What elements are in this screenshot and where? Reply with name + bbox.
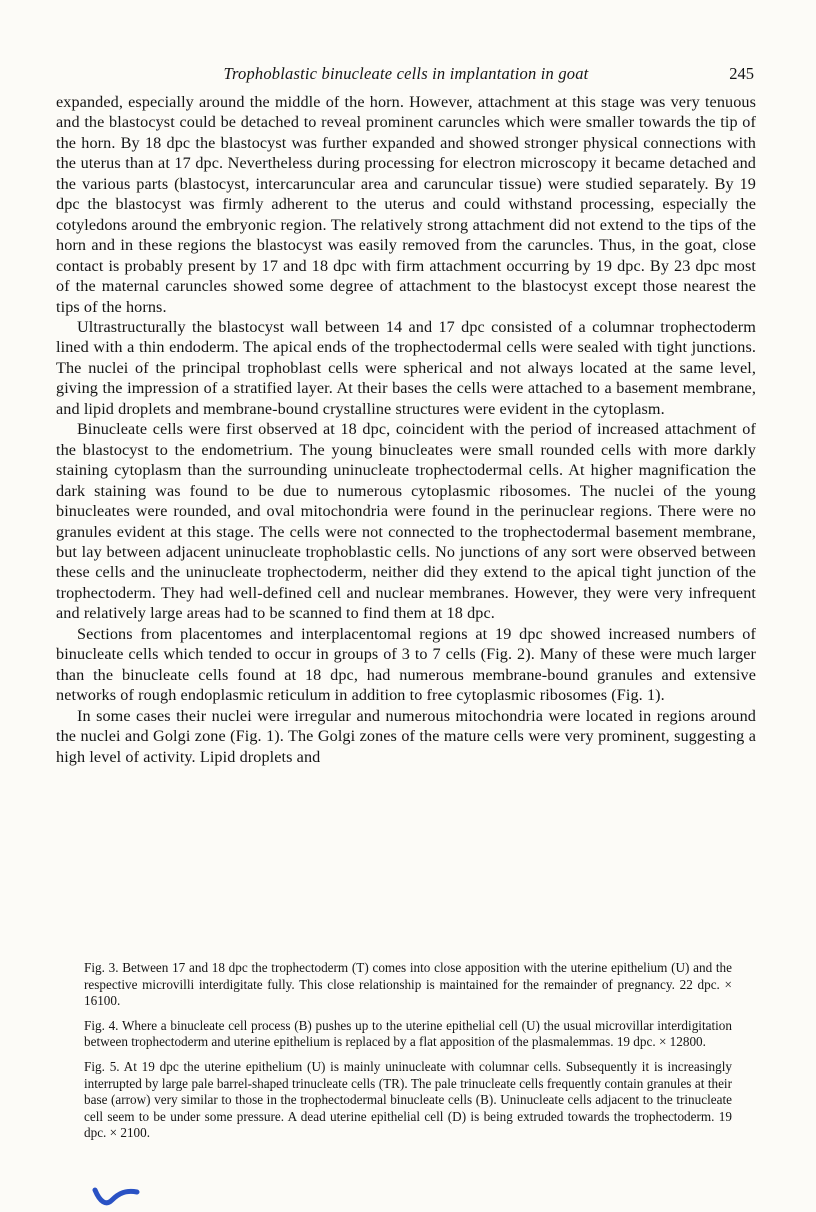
blue-ink-mark xyxy=(92,1182,140,1208)
paragraph: Binucleate cells were first observed at 18 dpc, coincident with the period of increased attachment of the blastocyst to the endometrium. The young binucleates were small rounded cells with more darkly staining cytoplasm than the surrounding uninucleate trophectodermal cells. At higher magnification the dark staining was found to be due to numerous cytoplasmic ribosomes. The nuclei of the young binucleates were rounded, and oval mitochondria were found in the perinuclear regions. There were no granules evident at this stage. The cells were not connected to the trophectodermal basement membrane, but lay between adjacent uninucleate trophoblastic cells. No junctions of any sort were observed between these cells and the uninucleate trophectoderm, neither did they extend to the apical tight junction of the trophectoderm. They had well-defined cell and nuclear membranes. However, they were very infrequent and relatively large areas had to be scanned to find them at 18 dpc. xyxy=(56,420,756,623)
paragraph: Sections from placentomes and interplacentomal regions at 19 dpc showed increased numbers of binucleate cells which tended to occur in groups of 3 to 7 cells (Fig. 2). Many of these were much larger than the binucleate cells found at 18 dpc, had numerous membrane-bound granules and extensive networks of rough endoplasmic reticulum in addition to free cytoplasmic ribosomes (Fig. 1). xyxy=(56,624,756,705)
paragraph: Ultrastructurally the blastocyst wall between 14 and 17 dpc consisted of a columnar trophectoderm lined with a thin endoderm. The apical ends of the trophectodermal cells were sealed with tight junctions. The nuclei of the principal trophoblast cells were spherical and not always located at the same level, giving the impression of a stratified layer. At their bases the cells were attached to a basement membrane, and lipid droplets and membrane-bound crystalline structures were evident in the cytoplasm. xyxy=(56,317,756,418)
figure-captions xyxy=(84,960,732,1150)
article-body xyxy=(56,92,756,767)
page-number: 245 xyxy=(729,64,754,83)
running-head: Trophoblastic binucleate cells in implantation in goat xyxy=(223,64,589,83)
page-header xyxy=(56,64,756,88)
figure-caption-fig4: Fig. 4. Where a binucleate cell process (B) pushes up to the uterine epithelial cell (U) the usual microvillar interdigitation between trophectoderm and uterine epithelium is replaced by a flat apposition of the plasmalemmas. 19 dpc. × 12800. xyxy=(84,1017,732,1050)
paragraph: In some cases their nuclei were irregular and numerous mitochondria were located in regions around the nuclei and Golgi zone (Fig. 1). The Golgi zones of the mature cells were very prominent, suggesting a high level of activity. Lipid droplets and xyxy=(56,706,756,766)
figure-caption-fig5: Fig. 5. At 19 dpc the uterine epithelium (U) is mainly uninucleate with columnar cells. Subsequently it is increasingly interrupted by large pale barrel-shaped trinucleate cells (TR). The pale trinucleate cells frequently contain granules at their base (arrow) very similar to those in the trophectodermal binucleate cells (B). Uninucleate cells adjacent to the trinucleate cell seem to be under some pressure. A dead uterine epithelial cell (D) is being extruded towards the trophectoderm. 19 dpc. × 2100. xyxy=(84,1058,732,1141)
paragraph: expanded, especially around the middle of the horn. However, attachment at this stage was very tenuous and the blastocyst could be detached to reveal prominent caruncles which were smaller towards the tip of the horn. By 18 dpc the blastocyst was further expanded and showed stronger physical connections with the uterus than at 17 dpc. Nevertheless during processing for electron microscopy it became detached and the various parts (blastocyst, intercaruncular area and caruncular tissue) were studied separately. By 19 dpc the blastocyst was firmly adherent to the uterus and could withstand processing, especially the cotyledons around the embryonic region. The relatively strong attachment did not extend to the tips of the horn and in these regions the blastocyst was easily removed from the caruncles. Thus, in the goat, close contact is probably present by 17 and 18 dpc with firm attachment occurring by 19 dpc. By 23 dpc most of the maternal caruncles showed some degree of attachment to the blastocyst except those nearest the tips of the horns. xyxy=(56,93,756,316)
figure-caption-fig3: Fig. 3. Between 17 and 18 dpc the trophectoderm (T) comes into close apposition with the uterine epithelium (U) and the respective microvilli interdigitate fully. This close relationship is maintained for the remainder of pregnancy. 22 dpc. × 16100. xyxy=(84,960,732,1009)
